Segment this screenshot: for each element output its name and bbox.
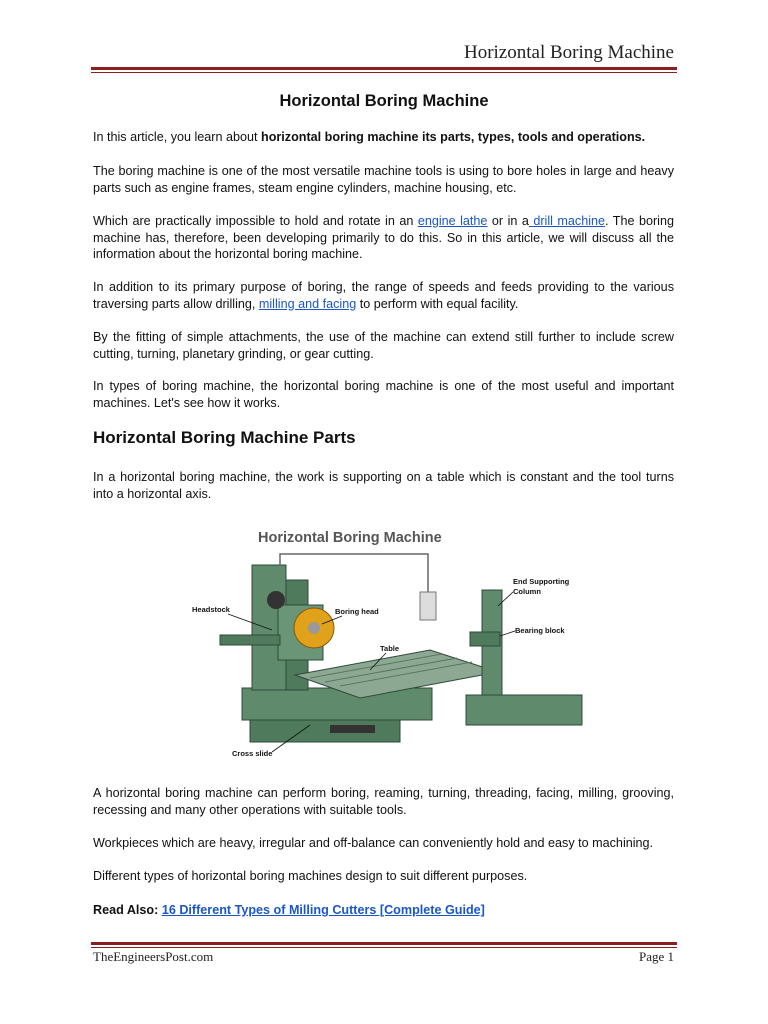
- end-support-base: [466, 695, 582, 725]
- paragraph-3-text-a: In addition to its primary purpose of boring, the range of speeds and feeds providing to the various traversing parts allow drilling,: [93, 280, 674, 311]
- spindle-center: [308, 622, 320, 634]
- label-headstock: Headstock: [192, 605, 230, 614]
- intro-paragraph: [93, 129, 674, 146]
- paragraph-2-text-a: Which are practically impossible to hold and rotate in an: [93, 214, 418, 228]
- base-handwheel-shaft: [330, 725, 375, 733]
- paragraph-6: In a horizontal boring machine, the work is supporting on a table which is constant and the tool turns into a horizontal axis.: [93, 470, 674, 501]
- paragraph-9: Different types of horizontal boring machines design to suit different purposes.: [93, 869, 528, 883]
- label-cross-slide: Cross slide: [232, 749, 273, 758]
- bearing-block-shape: [470, 632, 500, 646]
- running-header: Horizontal Boring Machine: [463, 42, 674, 63]
- section-heading: Horizontal Boring Machine Parts: [93, 428, 356, 447]
- footer-site: TheEngineersPost.com: [93, 949, 214, 964]
- engine-lathe-link[interactable]: engine lathe: [417, 214, 488, 228]
- intro-text: In this article, you learn about: [93, 130, 262, 144]
- footer-rule: [91, 942, 677, 948]
- milling-and-facing-link[interactable]: milling and facing: [258, 296, 357, 311]
- paragraph-4: By the fitting of simple attachments, the use of the machine can extend still further to include screw cutting, turning, planetary grinding, or gear cutting.: [93, 330, 674, 361]
- figure-title: Horizontal Boring Machine: [258, 530, 442, 546]
- control-arm: [220, 635, 280, 645]
- label-end-supporting: End Supporting: [513, 577, 570, 586]
- label-bearing-block: Bearing block: [515, 626, 565, 635]
- footer-page-number: Page 1: [638, 949, 674, 964]
- paragraph-3-text-b: to perform with equal facility.: [356, 296, 519, 311]
- label-table: Table: [380, 644, 400, 653]
- paragraph-2-text-b: or in a: [487, 214, 529, 228]
- read-also-label: Read Also:: [93, 903, 162, 917]
- document-title: Horizontal Boring Machine: [279, 92, 489, 110]
- header-rule: [91, 67, 677, 73]
- paragraph-8: Workpieces which are heavy, irregular and off-balance can conveniently hold and easy to machining.: [93, 836, 654, 850]
- boring-machine-illustration: [180, 520, 600, 770]
- machine-bed: [242, 688, 432, 720]
- label-column: Column: [513, 587, 541, 596]
- label-boring-head: Boring head: [335, 607, 379, 616]
- control-pendant: [420, 592, 436, 620]
- read-also-link[interactable]: 16 Different Types of Milling Cutters [Complete Guide]: [161, 903, 485, 917]
- paragraph-5: In types of boring machine, the horizontal boring machine is one of the most useful and important machines. Let's see how it works.: [93, 379, 674, 410]
- intro-bold-text: horizontal boring machine its parts, types, tools and operations.: [261, 130, 646, 144]
- machine-figure: [180, 520, 600, 770]
- drill-machine-link[interactable]: drill machine: [528, 214, 606, 228]
- paragraph-2: [93, 213, 674, 263]
- paragraph-3: [93, 279, 674, 312]
- read-also-line: [93, 902, 674, 919]
- paragraph-7: A horizontal boring machine can perform boring, reaming, turning, threading, facing, milling, grooving, recessing and many other operations with suitable tools.: [93, 786, 674, 817]
- paragraph-2-text-c: . The boring machine has, therefore, been developing primarily to do this. So in this article, we will discuss all the information about the horizontal boring machine.: [93, 214, 674, 262]
- headstock-handwheel: [267, 591, 285, 609]
- machine-base: [250, 720, 400, 742]
- paragraph-1: The boring machine is one of the most versatile machine tools is using to bore holes in large and heavy parts such as engine frames, steam engine cylinders, machine housing, etc.: [93, 164, 674, 195]
